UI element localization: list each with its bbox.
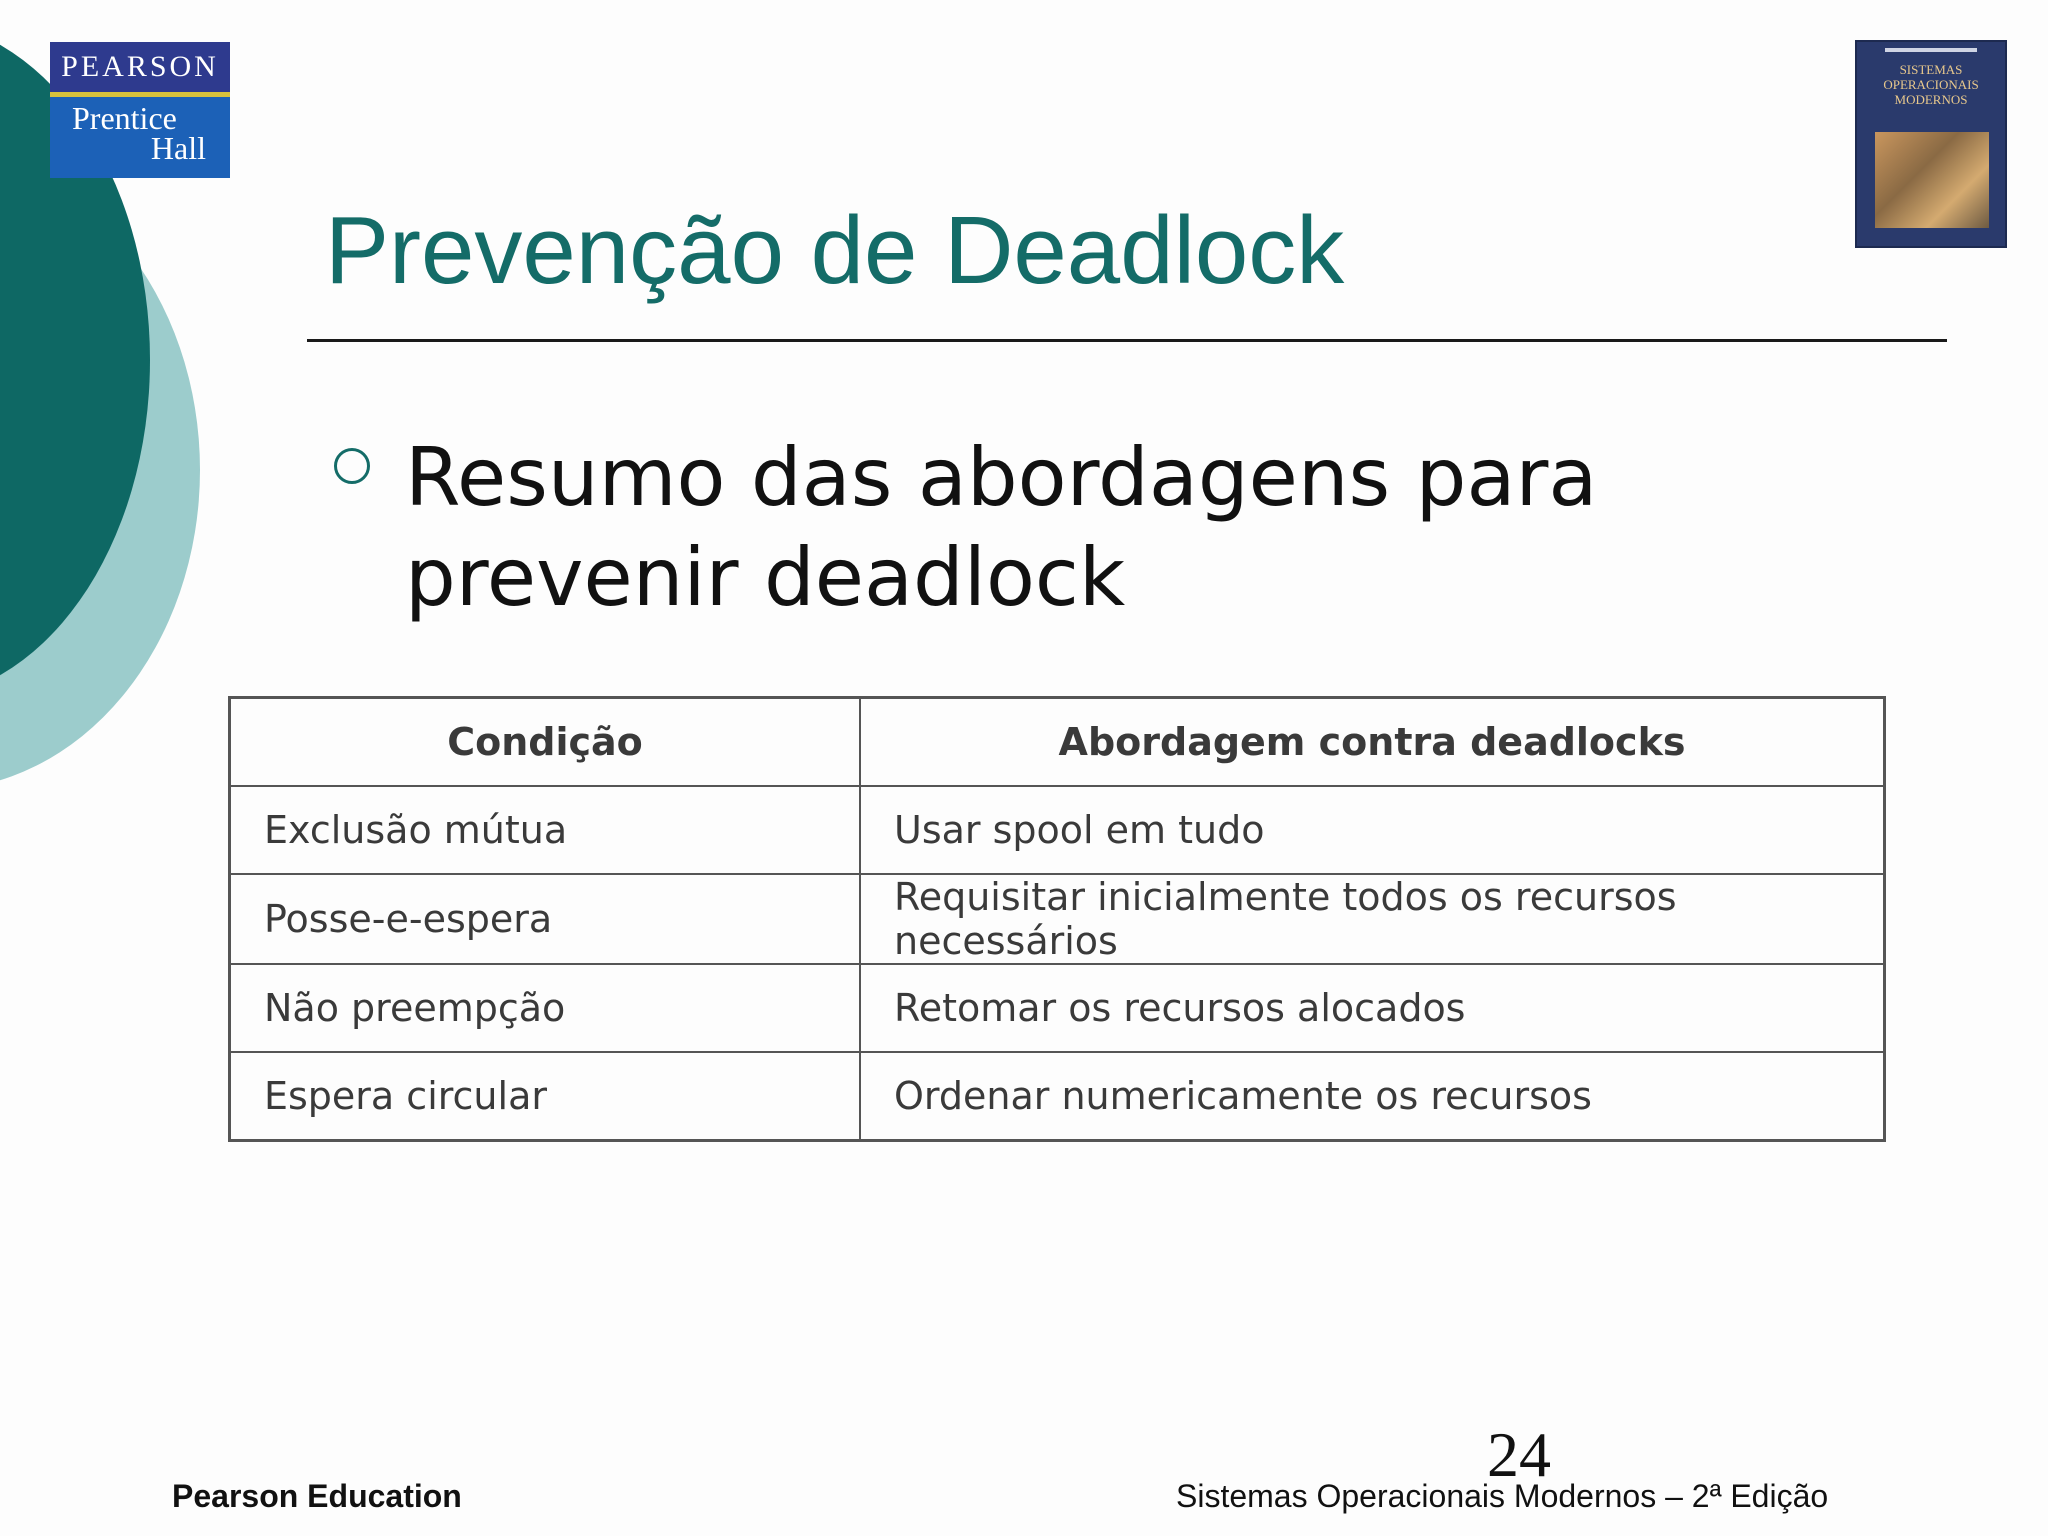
header-condition: Condição	[230, 698, 861, 787]
table-row	[230, 1052, 1885, 1141]
page-number: 24	[1487, 1419, 1551, 1490]
bullet-text: Resumo das abordagens para prevenir deadlock	[405, 431, 1598, 624]
footer-publisher: Pearson Education	[172, 1478, 462, 1514]
approach-cell: Retomar os recursos alocados	[860, 964, 1885, 1052]
logo-brand: PEARSON	[50, 42, 230, 92]
book-cover-art	[1875, 132, 1989, 228]
approach-cell: Requisitar inicialmente todos os recursos necessários	[860, 874, 1885, 964]
logo-band	[50, 92, 230, 97]
condition-cell: Espera circular	[230, 1052, 861, 1141]
table-header-row	[230, 698, 1885, 787]
header-approach: Abordagem contra deadlocks	[860, 698, 1885, 787]
bullet-circle-icon	[334, 448, 370, 484]
book-author-line	[1857, 48, 2005, 53]
table-row	[230, 874, 1885, 964]
condition-cell: Posse-e-espera	[230, 874, 861, 964]
title-divider	[307, 339, 1947, 342]
table-row	[230, 964, 1885, 1052]
book-title	[1857, 62, 2005, 107]
book-title-line: MODERNOS	[1894, 92, 1968, 107]
book-cover-image	[1855, 40, 2007, 248]
slide-title: Prevenção de Deadlock	[325, 197, 1345, 304]
book-title-line: OPERACIONAIS	[1883, 77, 1979, 92]
pearson-prentice-hall-logo	[50, 42, 230, 178]
book-title-line: SISTEMAS	[1899, 62, 1963, 77]
approach-cell: Usar spool em tudo	[860, 786, 1885, 874]
condition-cell: Exclusão mútua	[230, 786, 861, 874]
deadlock-prevention-table	[228, 696, 1886, 1142]
logo-line2: Hall	[150, 130, 206, 166]
footer-book-title: Sistemas Operacionais Modernos – 2ª Edição	[1176, 1478, 1829, 1514]
condition-cell: Não preempção	[230, 964, 861, 1052]
table-row	[230, 786, 1885, 874]
approach-cell: Ordenar numericamente os recursos	[860, 1052, 1885, 1141]
logo-line1: Prentice	[72, 100, 177, 136]
